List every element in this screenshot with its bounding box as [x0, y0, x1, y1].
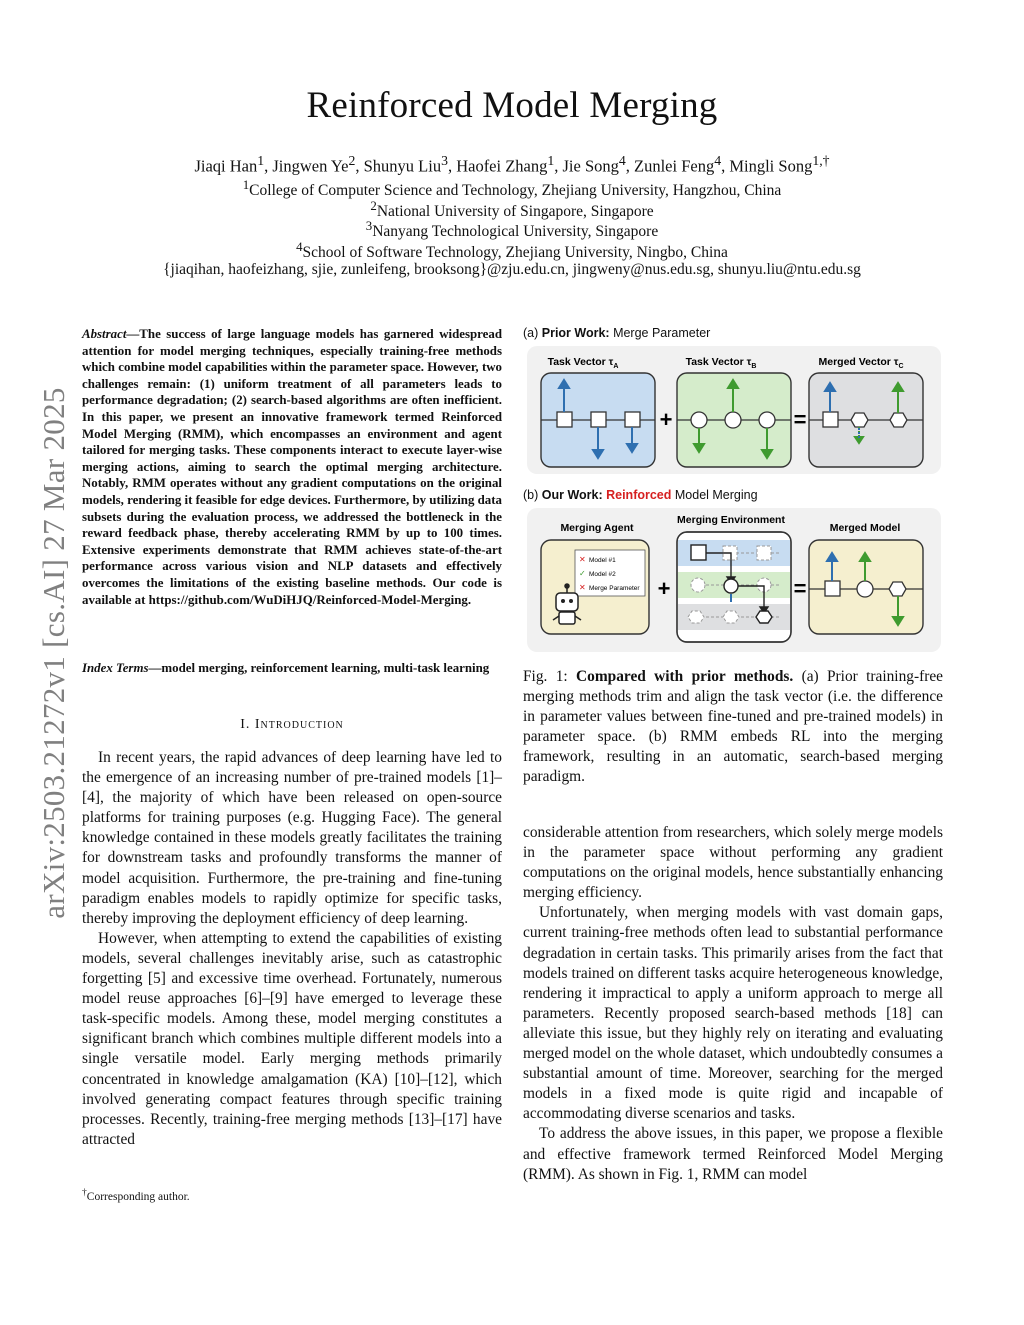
introduction-text — [82, 748, 502, 1150]
svg-text:Task Vector τB: Task Vector $\tau_B$ — [685, 356, 757, 370]
affiliation-3: $^3$Nanyang Technological University, Singapore — [365, 218, 659, 241]
footnote: †Corresponding author. — [82, 1187, 190, 1203]
affiliation-2: $^2$National University of Singapore, Singapore — [370, 198, 654, 221]
figure-panel-b — [523, 506, 943, 654]
svg-text:+: + — [657, 576, 671, 601]
paragraph: Unfortunately, when merging models with vast domain gaps, current training-free methods often lead to substantial performance degradation in certain tasks. This primarily arises from the fact that models trained on different tasks acquire heterogeneous knowledge, rendering it impractical to apply a uniform approach to merge all parameters. Recently proposed search-based methods [18] can alleviate this issue, but they highly rely on iterating and evaluating merged model on the whole dataset, which undoubtedly consumes a substantial amount of time. Moreover, searching for the merged models in a fixed mode is quite rigid and incapable of accommodating diverse scenarios and tasks. — [523, 904, 943, 1123]
svg-text:Model #2: Model #2 — [589, 571, 616, 578]
abstract: Abstract—The success of large language models has garnered widespread attention for model merging techniques, especially training-free methods which combine model capabilities within the parameter space. However, two challenges remain: (1) uniform treatment of all parameters leads to performance degradation; (2) search-based algorithms are often inefficient. In this paper, we present an innovative framework termed Reinforced Model Merging (RMM), which encompasses an environment and agent tailored for merging tasks. These components interact to execute layer-wise merging actions, aiming to search the optimal merging architecture. Notably, RMM operates without any gradient computations on the original models, rendering it feasible for edge devices. Furthermore, by utilizing data subsets during the evaluation process, we addressed the bottleneck in the reward feedback phase, thereby accelerating RMM by up to 100 times. Extensive experiments demonstrate that RMM achieves state-of-the-art performance across various vision and NLP datasets and effectively overcomes the limitations of the existing baseline methods. Our code is available at https://github.com/WuDiHJQ/Reinforced-Model-Merging. — [82, 327, 502, 607]
svg-text:=: = — [793, 407, 807, 432]
figure-panel-b-label: (b) Our Work: Reinforced Model Merging — [523, 488, 758, 502]
paper-title: Reinforced Model Merging — [306, 85, 718, 126]
figure-caption: Fig. 1: Compared with prior methods. (a) Prior training-free merging methods trim and align the task vector (i.e. the difference in parameter values between fine-tuned and pre-trained models) in parameter space. (b) RMM embeds RL into the merging framework, resulting in an automatic, search-based merging paradigm. — [523, 668, 943, 786]
affiliation-4: $^4$School of Software Technology, Zhejiang University, Ningbo, China — [296, 239, 728, 262]
svg-text:✕: ✕ — [579, 555, 586, 564]
svg-text:✕: ✕ — [579, 583, 586, 592]
figure-panel-a — [523, 344, 943, 476]
svg-text:Merged Model: Merged Model — [829, 522, 901, 534]
svg-text:+: + — [659, 407, 673, 432]
svg-text:Model #1: Model #1 — [589, 557, 616, 564]
index-terms: Index Terms—model merging, reinforcement learning, multi-task learning — [82, 661, 490, 675]
svg-text:✓: ✓ — [579, 569, 586, 578]
right-column-text — [523, 823, 943, 1185]
paragraph: To address the above issues, in this paper, we propose a flexible and effective framework termed Reinforced Model Merging (RMM). As shown in Fig. 1, RMM can model — [523, 1125, 943, 1183]
svg-text:=: = — [793, 576, 807, 601]
svg-text:Merging Agent: Merging Agent — [560, 522, 634, 534]
svg-text:Merged Vector τC: Merged Vector $\tau_C$ — [818, 356, 904, 370]
arxiv-identifier: arXiv:2503.21272v1 [cs.AI] 27 Mar 2025 — [36, 387, 71, 919]
figure-panel-a-label: (a) Prior Work: Merge Parameter — [523, 326, 711, 340]
author-emails: {jiaqihan, haofeizhang, sjie, zunleifeng, brooksong}@zju.edu.cn, jingweny@nus.edu.sg, shunyu.liu@ntu.edu.sg — [163, 261, 861, 278]
section-heading-introduction: I. Introduction — [240, 717, 344, 732]
paragraph: considerable attention from researchers, which solely merge models in the parameter space without performing any gradient computations on the original models, hence substantially enhancing merging efficiency. — [523, 824, 943, 902]
svg-text:Task Vector τA: Task Vector $\tau_A$ — [547, 356, 619, 370]
svg-text:Merge Parameter: Merge Parameter — [589, 585, 640, 592]
author-list: Jiaqi Han$^1$, Jingwen Ye$^2$, Shunyu Liu$^3$, Haofei Zhang$^1$, Jie Song$^4$, Zunlei Feng$^4$, Mingli Song$^{1,\dagger}$ — [194, 153, 830, 176]
paragraph: However, when attempting to extend the capabilities of existing models, several challenges inevitably arise, such as catastrophic forgetting [5] and excessive time overhead. Fortunately, numerous model reuse approaches [6]–[9] have emerged to leverage these task-specific models. Among these, model merging constitutes a significant branch which combines multiple different models into a single versatile model. Early merging methods primarily concentrated in knowledge amalgamation (KA) [10]–[12], which involved generating compact features through specific training processes. Recently, training-free merging methods [13]–[17] have attracted — [82, 929, 502, 1148]
svg-text:Merging Environment: Merging Environment — [677, 514, 785, 526]
paragraph: In recent years, the rapid advances of deep learning have led to the emergence of an increasing number of pre-trained models [1]–[4], the majority of which have been released on open-source platforms for training purposes (e.g. Hugging Face). The general knowledge contained in these models greatly facilitates the training for downstream tasks and profoundly transforms the manner of model acquisition. Furthermore, the pre-training and fine-tuning paradigm enables models to rapidly optimize for specific tasks, thereby improving the deployment efficiency of deep learning. — [82, 749, 502, 927]
affiliation-1: $^1$College of Computer Science and Technology, Zhejiang University, Hangzhou, China — [242, 177, 782, 200]
